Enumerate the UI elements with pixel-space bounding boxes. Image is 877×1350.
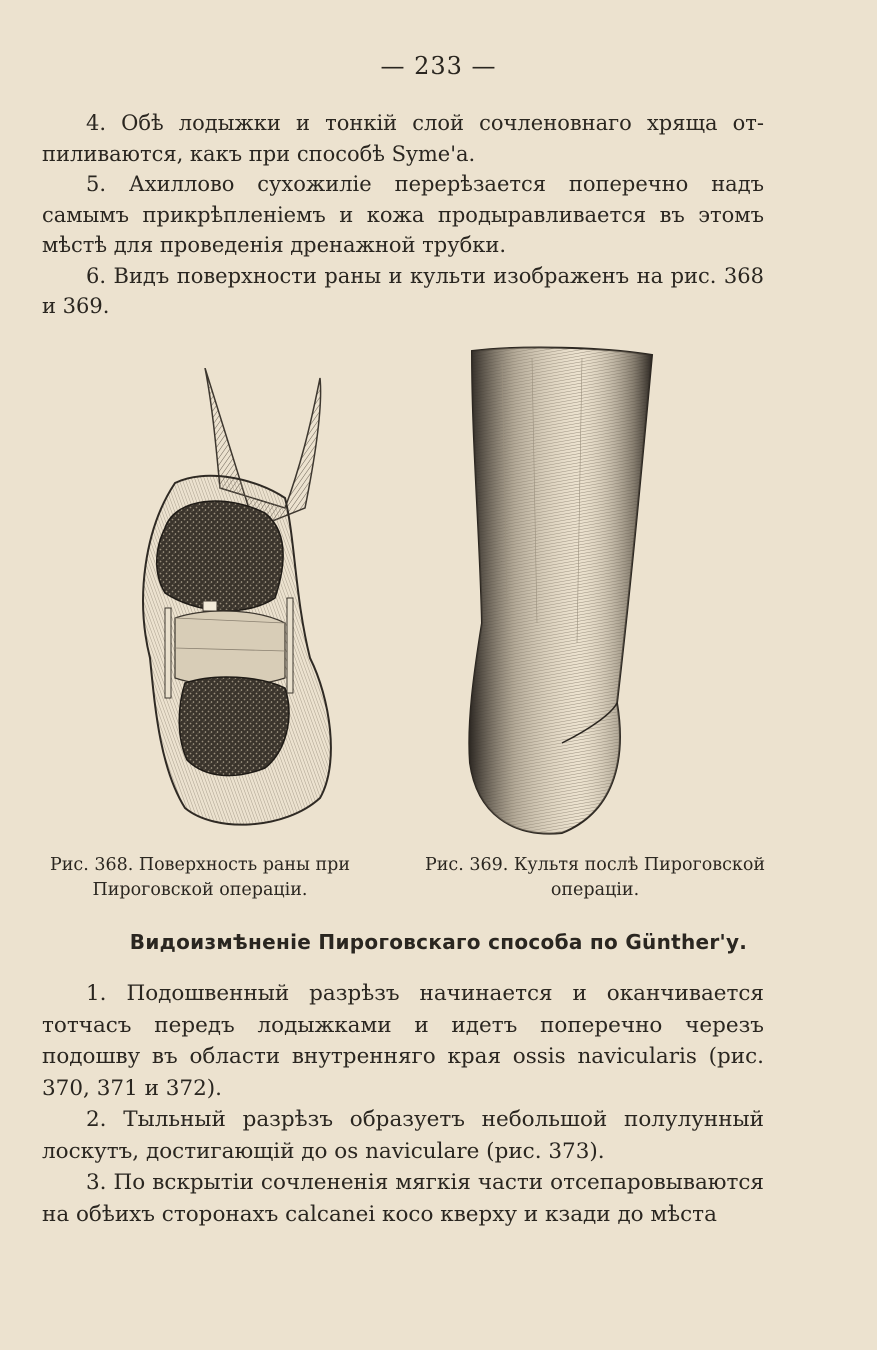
caption-figure-369: Рис. 369. Культя послѣ Пироговской операціи. <box>424 855 766 900</box>
page-number: — 233 — <box>380 52 497 80</box>
figure-369-stump <box>462 343 662 838</box>
paragraph-3: 3. По вскрытіи сочлененія мягкія части отсепаровываются на обѣихъ сторонахъ calcanei косо кверху и кзади до мѣста <box>42 1170 764 1227</box>
top-text-block <box>42 108 764 322</box>
bottom-text-block <box>42 978 764 1230</box>
paragraph-1: 1. Подошвенный разрѣзъ начинается и оканчивается тотчасъ передъ лодыжками и идетъ поперечно черезъ подошву въ области внутренняго края ossis navicularis (рис. 370, 371 и 372). <box>42 981 764 1101</box>
caption-figure-368: Рис. 368. Поверхность раны при Пироговской операціи. <box>49 855 351 900</box>
paragraph-5: 5. Ахиллово сухожиліе перерѣзается поперечно надъ самымъ прикрѣпленіемъ и кожа продыравливается въ этомъ мѣстѣ для проведенія дренажной трубки. <box>42 172 764 257</box>
section-heading: Видоизмѣненіе Пироговскаго способа по Günther'у. <box>129 930 748 954</box>
paragraph-6: 6. Видъ поверхности раны и культи изображенъ на рис. 368 и 369. <box>42 263 764 318</box>
paragraph-2: 2. Тыльный разрѣзъ образуетъ небольшой полулунный лоскутъ, достигающій до os naviculare (рис. 373). <box>42 1107 764 1164</box>
paragraph-4: 4. Обѣ лодыжки и тонкій слой сочленовнаго хряща от- пиливаются, какъ при способѣ Syme'а. <box>42 111 764 166</box>
figure-368-wound-surface <box>135 368 350 833</box>
